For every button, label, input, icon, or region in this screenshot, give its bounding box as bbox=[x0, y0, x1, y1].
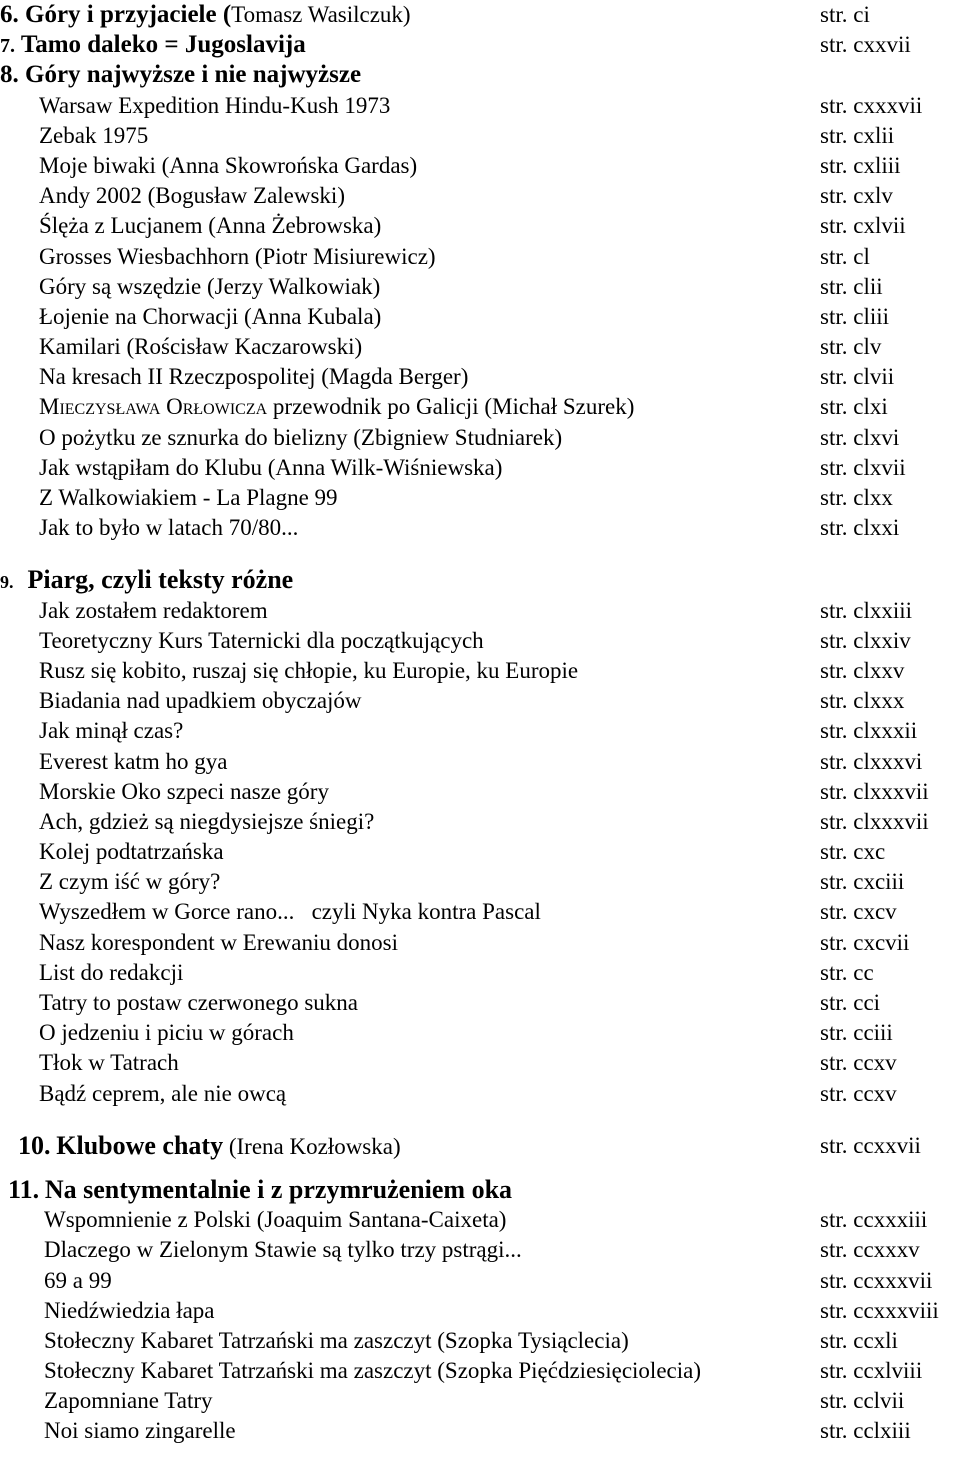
section-8-entries bbox=[0, 91, 960, 544]
entry-title: przewodnik po Galicji (Michał Szurek) bbox=[267, 394, 635, 420]
section-9-entries bbox=[0, 596, 960, 1109]
toc-entry bbox=[0, 1018, 960, 1048]
entry-title: Łojenie na Chorwacji (Anna Kubala) bbox=[39, 303, 382, 329]
toc-entry bbox=[0, 747, 960, 777]
entry-title: Góry są wszędzie (Jerzy Walkowiak) bbox=[39, 273, 381, 299]
entry-title: Jak zostałem redaktorem bbox=[39, 597, 268, 623]
entry-title: Nasz korespondent w Erewaniu donosi bbox=[39, 929, 398, 955]
chapter-number: 6. bbox=[0, 1, 19, 28]
chapter-8-heading bbox=[0, 60, 960, 90]
page-number: str. cxciii bbox=[820, 869, 905, 895]
chapter-11-heading bbox=[0, 1175, 960, 1205]
page-number: str. ccxxxvii bbox=[820, 1267, 933, 1293]
toc-entry bbox=[0, 897, 960, 927]
page-number: str. cc bbox=[820, 959, 874, 985]
chapter-10-heading bbox=[0, 1131, 960, 1161]
entry-title: Wyszedłem w Gorce rano... czyli Nyka kontra Pascal bbox=[39, 899, 541, 925]
entry-title: Jak to było w latach 70/80... bbox=[39, 515, 299, 541]
page-number: str. cxxvii bbox=[820, 32, 911, 58]
page-number: str. ccxxxiii bbox=[820, 1207, 928, 1233]
entry-title: Everest katm ho gya bbox=[39, 748, 228, 774]
entry-title: Noi siamo zingarelle bbox=[44, 1418, 236, 1444]
toc-entry bbox=[0, 867, 960, 897]
toc-entry bbox=[0, 302, 960, 332]
entry-title: Kamilari (Rościsław Kaczarowski) bbox=[39, 334, 363, 360]
toc-entry bbox=[0, 423, 960, 453]
chapter-number: 9. bbox=[0, 572, 14, 593]
page-number: str. cxxxvii bbox=[820, 92, 923, 118]
toc-entry bbox=[0, 151, 960, 181]
page-number: str. cl bbox=[820, 243, 870, 269]
page-number: str. cxliii bbox=[820, 152, 901, 178]
entry-title: Warsaw Expedition Hindu-Kush 1973 bbox=[39, 92, 391, 118]
page-number: str. cxlii bbox=[820, 122, 895, 148]
entry-title: Zebak 1975 bbox=[39, 122, 149, 148]
page-number: str. cxlv bbox=[820, 183, 893, 209]
page-number: str. ccxxvii bbox=[820, 1132, 921, 1158]
entry-title: Z czym iść w góry? bbox=[39, 869, 221, 895]
page-number: str. ccxxxv bbox=[820, 1237, 920, 1263]
spacer bbox=[0, 1161, 960, 1175]
spacer bbox=[0, 543, 960, 565]
entry-title: Stołeczny Kabaret Tatrzański ma zaszczyt (Szopka Tysiąclecia) bbox=[44, 1327, 629, 1353]
toc-entry bbox=[0, 121, 960, 151]
chapter-title: Góry najwyższe i nie najwyższe bbox=[25, 61, 362, 89]
page-number: str. ccxv bbox=[820, 1080, 897, 1106]
entry-title: Tłok w Tatrach bbox=[39, 1050, 179, 1076]
chapter-title: Klubowe chaty bbox=[56, 1130, 224, 1160]
page-number: str. clxxv bbox=[820, 657, 905, 683]
toc-entry bbox=[0, 1048, 960, 1078]
toc-entry bbox=[0, 716, 960, 746]
toc-entry bbox=[0, 242, 960, 272]
toc-entry bbox=[0, 362, 960, 392]
toc-entry bbox=[0, 1386, 960, 1416]
toc-entry bbox=[0, 332, 960, 362]
chapter-title: Piarg, czyli teksty różne bbox=[27, 565, 294, 595]
page-number: str. cci bbox=[820, 990, 881, 1015]
page-number: str. clxvii bbox=[820, 454, 906, 480]
entry-title: Moje biwaki (Anna Skowrońska Gardas) bbox=[39, 152, 418, 178]
toc-entry bbox=[0, 392, 960, 422]
spacer bbox=[0, 1109, 960, 1131]
chapter-7-heading bbox=[0, 30, 960, 60]
toc-entry bbox=[0, 453, 960, 483]
entry-title: Wspomnienie z Polski (Joaquim Santana-Caixeta) bbox=[44, 1207, 507, 1233]
page-number: str. clxvi bbox=[820, 424, 900, 450]
page-number: str. ccxlviii bbox=[820, 1358, 923, 1384]
toc-entry bbox=[0, 272, 960, 302]
toc-entry bbox=[0, 483, 960, 513]
page-number: str. ccxxxviii bbox=[820, 1297, 939, 1323]
toc-entry bbox=[0, 181, 960, 211]
entry-title: Tatry to postaw czerwonego sukna bbox=[39, 990, 359, 1015]
section-11-entries bbox=[0, 1205, 960, 1447]
entry-title: Niedźwiedzia łapa bbox=[44, 1297, 215, 1323]
page-number: str. clxx bbox=[820, 485, 893, 510]
entry-title: 69 a 99 bbox=[44, 1267, 112, 1293]
chapter-number: 7. bbox=[0, 35, 15, 58]
page-number: str. clxi bbox=[820, 394, 888, 420]
toc-entry bbox=[0, 686, 960, 716]
entry-title: Jak minął czas? bbox=[39, 718, 184, 744]
page-number: str. cclxiii bbox=[820, 1418, 911, 1444]
entry-title: Dlaczego w Zielonym Stawie są tylko trzy pstrągi... bbox=[44, 1237, 522, 1263]
toc-entry bbox=[0, 626, 960, 656]
entry-title: O pożytku ze sznurka do bielizny (Zbigniew Studniarek) bbox=[39, 424, 563, 450]
page-number: str. clxxx bbox=[820, 688, 905, 714]
entry-title: Teoretyczny Kurs Taternicki dla początkujących bbox=[39, 627, 484, 653]
page-number: str. cclvii bbox=[820, 1388, 905, 1414]
entry-title: Stołeczny Kabaret Tatrzański ma zaszczyt (Szopka Pięćdziesięciolecia) bbox=[44, 1358, 701, 1384]
entry-title: List do redakcji bbox=[39, 959, 184, 985]
entry-title: Grosses Wiesbachhorn (Piotr Misiurewicz) bbox=[39, 243, 436, 269]
entry-title-smallcaps: Mieczysława Orłowicza bbox=[39, 394, 268, 420]
chapter-title: Na sentymentalnie i z przymrużeniem oka bbox=[44, 1174, 513, 1204]
chapter-number: 8. bbox=[0, 61, 19, 89]
entry-title: Na kresach II Rzeczpospolitej (Magda Berger) bbox=[39, 364, 469, 390]
entry-title: Zapomniane Tatry bbox=[44, 1388, 213, 1414]
entry-title: Bądź ceprem, ale nie owcą bbox=[39, 1080, 287, 1106]
toc-entry bbox=[0, 1205, 960, 1235]
page-number: str. ci bbox=[820, 2, 870, 27]
page-number: str. clxxiv bbox=[820, 627, 911, 653]
page-number: str. clv bbox=[820, 334, 882, 360]
page-number: str. clvii bbox=[820, 364, 895, 390]
page-number: str. clxxxvi bbox=[820, 748, 923, 774]
page-number: str. clxxi bbox=[820, 515, 900, 541]
entry-title: Andy 2002 (Bogusław Zalewski) bbox=[39, 183, 345, 209]
page-number: str. cxlvii bbox=[820, 213, 906, 239]
toc-entry bbox=[0, 1235, 960, 1265]
toc-entry bbox=[0, 1296, 960, 1326]
chapter-9-heading bbox=[0, 565, 960, 595]
page-number: str. cxc bbox=[820, 839, 886, 865]
toc-entry bbox=[0, 1266, 960, 1296]
toc-entry bbox=[0, 1326, 960, 1356]
entry-title: O jedzeniu i piciu w górach bbox=[39, 1020, 294, 1046]
chapter-author: (Irena Kozłowska) bbox=[228, 1133, 401, 1159]
page-number: str. ccxli bbox=[820, 1327, 898, 1353]
toc-entry bbox=[0, 596, 960, 626]
toc-entry bbox=[0, 211, 960, 241]
toc-entry bbox=[0, 958, 960, 988]
chapter-title: Góry i przyjaciele ( bbox=[25, 1, 232, 28]
entry-title: Kolej podtatrzańska bbox=[39, 839, 224, 865]
chapter-title: Tamo daleko = Jugoslavija bbox=[20, 31, 306, 59]
page-number: str. clxxiii bbox=[820, 597, 912, 623]
toc-entry bbox=[0, 513, 960, 543]
toc-entry bbox=[0, 91, 960, 121]
entry-title: Morskie Oko szpeci nasze góry bbox=[39, 778, 329, 804]
page-number: str. cciii bbox=[820, 1020, 893, 1046]
toc-entry bbox=[0, 777, 960, 807]
entry-title: Ślęża z Lucjanem (Anna Żebrowska) bbox=[39, 213, 382, 239]
toc-entry bbox=[0, 1356, 960, 1386]
page-number: str. cxcvii bbox=[820, 929, 910, 955]
toc-entry bbox=[0, 928, 960, 958]
toc-entry bbox=[0, 837, 960, 867]
entry-title: Jak wstąpiłam do Klubu (Anna Wilk-Wiśniewska) bbox=[39, 454, 503, 480]
page-number: str. clii bbox=[820, 273, 883, 299]
chapter-author: Tomasz Wasilczuk) bbox=[231, 2, 411, 27]
entry-title: Z Walkowiakiem - La Plagne 99 bbox=[39, 485, 338, 510]
page-number: str. cliii bbox=[820, 303, 889, 329]
toc-entry bbox=[0, 656, 960, 686]
toc-entry bbox=[0, 1416, 960, 1446]
page-number: str. clxxxvii bbox=[820, 778, 929, 804]
entry-title: Rusz się kobito, ruszaj się chłopie, ku Europie, ku Europie bbox=[39, 657, 579, 683]
chapter-6-heading bbox=[0, 0, 960, 30]
page-number: str. clxxxvii bbox=[820, 808, 929, 834]
entry-title: Biadania nad upadkiem obyczajów bbox=[39, 688, 362, 714]
toc-entry bbox=[0, 1079, 960, 1109]
chapter-number: 10. bbox=[18, 1130, 51, 1160]
page-number: str. ccxv bbox=[820, 1050, 897, 1076]
entry-title: Ach, gdzież są niegdysiejsze śniegi? bbox=[39, 808, 375, 834]
toc-entry bbox=[0, 807, 960, 837]
page-number: str. clxxxii bbox=[820, 718, 918, 744]
page-number: str. cxcv bbox=[820, 899, 897, 925]
chapter-number: 11. bbox=[8, 1174, 40, 1204]
toc-entry bbox=[0, 988, 960, 1018]
